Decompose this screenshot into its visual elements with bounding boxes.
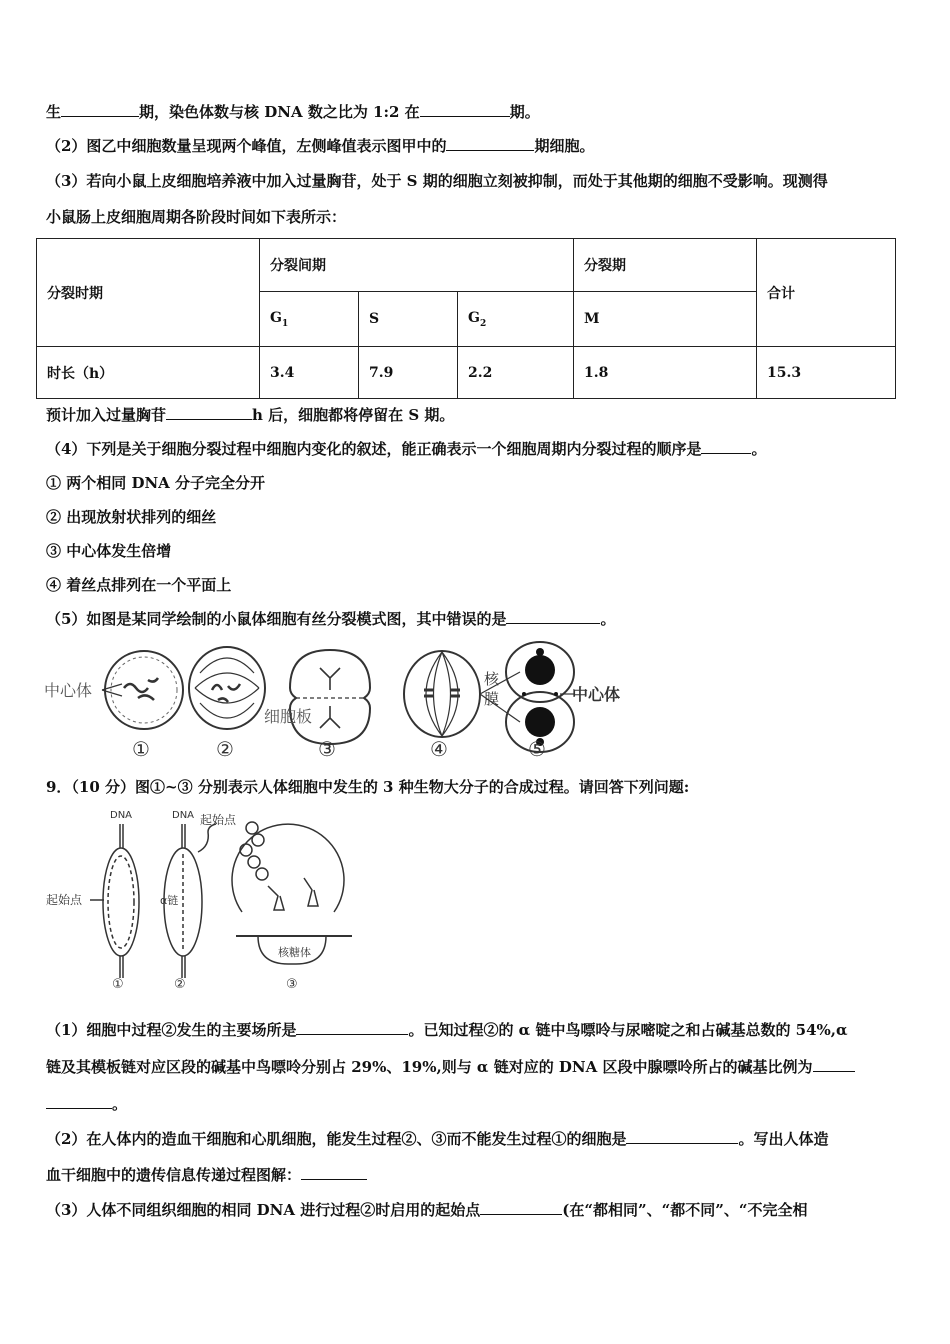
fig2-number-1: ①: [112, 977, 124, 990]
header-interphase: 分裂间期: [260, 239, 574, 292]
answer-blank: [446, 136, 534, 151]
question-3-3-cont: 小鼠肠上皮细胞周期各阶段时间如下表所示：: [46, 208, 347, 226]
answer-blank: [46, 1094, 112, 1109]
cell-5-nucleus-bottom: [525, 707, 555, 737]
cell-3: [290, 650, 370, 744]
fig1-number-4: ④: [430, 737, 448, 761]
text: 血干细胞中的遗传信息传递过程图解：: [46, 1166, 302, 1184]
option-3: ③ 中心体发生倍增: [46, 542, 172, 560]
label-dna-1: DNA: [110, 810, 133, 821]
label-centrosome-left: 中心体: [44, 681, 93, 700]
question-9-1: [46, 1020, 848, 1040]
row-label: 时长（h）: [37, 347, 260, 399]
fig2-number-3: ③: [286, 977, 298, 990]
question-3-3: （3）若向小鼠上皮细胞培养液中加入过量胸苷，处于 S 期的细胞立刻被抑制，而处于其他期的细胞不受影响。现测得: [46, 172, 828, 190]
fig1-number-3: ③: [318, 737, 336, 761]
question-3-3-answer: [46, 405, 454, 425]
option-4: ④ 着丝点排列在一个平面上: [46, 576, 232, 594]
text: 生: [46, 103, 62, 121]
fig1-number-1: ①: [132, 737, 150, 761]
header-g2: $G_2$: [458, 292, 574, 347]
answer-blank: [296, 1020, 408, 1035]
text: （3）人体不同组织细胞的相同 DNA 进行过程②时启用的起始点: [46, 1201, 481, 1219]
label-origin-left: 起始点: [46, 893, 83, 907]
value-total: 15.3: [757, 347, 896, 399]
label-origin-top: 起始点: [200, 813, 237, 827]
text: h 后，细胞都将停留在 S 期。: [252, 406, 455, 424]
text: 。: [600, 610, 616, 628]
question-3-5: [46, 609, 615, 629]
answer-blank: [420, 102, 510, 117]
answer-blank: [480, 1200, 562, 1215]
text: (在“都相同”、“都不同”、“不完全相: [562, 1201, 808, 1219]
text: （5）如图是某同学绘制的小鼠体细胞有丝分裂模式图，其中错误的是: [46, 610, 507, 628]
cell-2: [189, 647, 265, 729]
amino-acid: [248, 856, 260, 868]
amino-acid: [252, 834, 264, 846]
fig2-number-2: ②: [174, 977, 186, 990]
text: 期。: [509, 103, 540, 121]
text: （4）下列是关于细胞分裂过程中细胞内变化的叙述，能正确表示一个细胞周期内分裂过程的顺序是: [46, 440, 702, 458]
question-9-2-cont: [46, 1165, 367, 1185]
header-mitosis: 分裂期: [574, 239, 757, 292]
option-1: ① 两个相同 DNA 分子完全分开: [46, 474, 266, 492]
amino-acid: [240, 844, 252, 856]
cell-3-chromosomes: [320, 668, 340, 728]
text-line-1: [46, 102, 540, 122]
cell-1-nucleus: [111, 657, 177, 723]
value-g1: 3.4: [260, 347, 359, 399]
centrosome-dot: [554, 692, 558, 696]
answer-blank: [301, 1165, 367, 1180]
cell-4-spindle: [426, 652, 458, 736]
synthesis-figure: [40, 806, 370, 990]
cell-2-spindle: [195, 658, 259, 718]
header-g1: $G_1$: [260, 292, 359, 347]
header-total: 合计: [757, 239, 896, 347]
replication-bubble-inner: [108, 856, 134, 948]
text: 期细胞。: [534, 137, 595, 155]
cell-5-nucleus-top: [525, 655, 555, 685]
cell-cycle-table: [36, 238, 896, 399]
header-s: S: [359, 292, 458, 347]
answer-blank: [61, 102, 139, 117]
text: （1）细胞中过程②发生的主要场所是: [46, 1021, 297, 1039]
label-nuclear-2: 膜: [484, 690, 500, 708]
answer-blank: [626, 1129, 738, 1144]
text: （2）在人体内的造血干细胞和心肌细胞，能发生过程②、③而不能发生过程①的细胞是: [46, 1130, 627, 1148]
centrosome-dot: [522, 692, 526, 696]
text: （2）图乙中细胞数量呈现两个峰值，左侧峰值表示图甲中的: [46, 137, 447, 155]
text: 。: [112, 1095, 128, 1113]
text: 。已知过程②的 α 链中鸟嘌呤与尿嘧啶之和占碱基总数的 54%,α: [408, 1021, 848, 1039]
text: 。: [751, 440, 767, 458]
pointer-line: [198, 824, 216, 852]
text: 链及其模板链对应区段的碱基中鸟嘌呤分别占 29%、19%,则与 α 链对应的 DNA 区段中腺嘌呤所占的碱基比例为: [46, 1058, 813, 1076]
ribosome-large-subunit: [232, 824, 344, 912]
label-dna-2: DNA: [172, 810, 195, 821]
answer-blank: [506, 609, 600, 624]
cell-1: [105, 651, 183, 729]
label-cell-plate: 细胞板: [264, 707, 313, 726]
question-9-2: [46, 1129, 828, 1149]
label-centrosome-right: 中心体: [572, 685, 621, 704]
text: 预计加入过量胸苷: [46, 406, 167, 424]
text: 。写出人体造: [738, 1130, 829, 1148]
answer-blank: [701, 439, 751, 454]
header-m: M: [574, 292, 757, 347]
answer-blank: [166, 405, 252, 420]
question-9-1-cont: [46, 1057, 855, 1077]
answer-blank: [813, 1057, 855, 1072]
trna: [268, 878, 318, 910]
text: 期，染色体数与核 DNA 数之比为 1:2 在: [139, 103, 420, 121]
fig1-number-2: ②: [216, 737, 234, 761]
question-9-3: [46, 1200, 808, 1220]
label-alpha-chain: α链: [160, 894, 179, 907]
label-nuclear-1: 核: [484, 670, 500, 688]
question-9: 9．（10 分）图①~③ 分别表示人体细胞中发生的 3 种生物大分子的合成过程。请回答下列问题:: [46, 778, 690, 796]
question-3-2: [46, 136, 594, 156]
fig1-number-5: ⑤: [528, 737, 546, 761]
cell-4: [404, 651, 480, 737]
value-m: 1.8: [574, 347, 757, 399]
cell-2-chromosomes: [212, 684, 240, 702]
option-2: ② 出现放射状排列的细丝: [46, 508, 217, 526]
label-ribosome: 核糖体: [278, 946, 311, 959]
amino-acid: [256, 868, 268, 880]
question-9-1-cont-2: [46, 1094, 127, 1114]
question-3-4: [46, 439, 766, 459]
mitosis-figure: [40, 638, 630, 766]
amino-acid: [246, 822, 258, 834]
value-g2: 2.2: [458, 347, 574, 399]
header-phase: 分裂时期: [37, 239, 260, 347]
centrosome-dot: [536, 648, 544, 656]
cell-4-chromosomes: [424, 690, 460, 696]
value-s: 7.9: [359, 347, 458, 399]
cell-1-chromosomes: [124, 678, 158, 700]
